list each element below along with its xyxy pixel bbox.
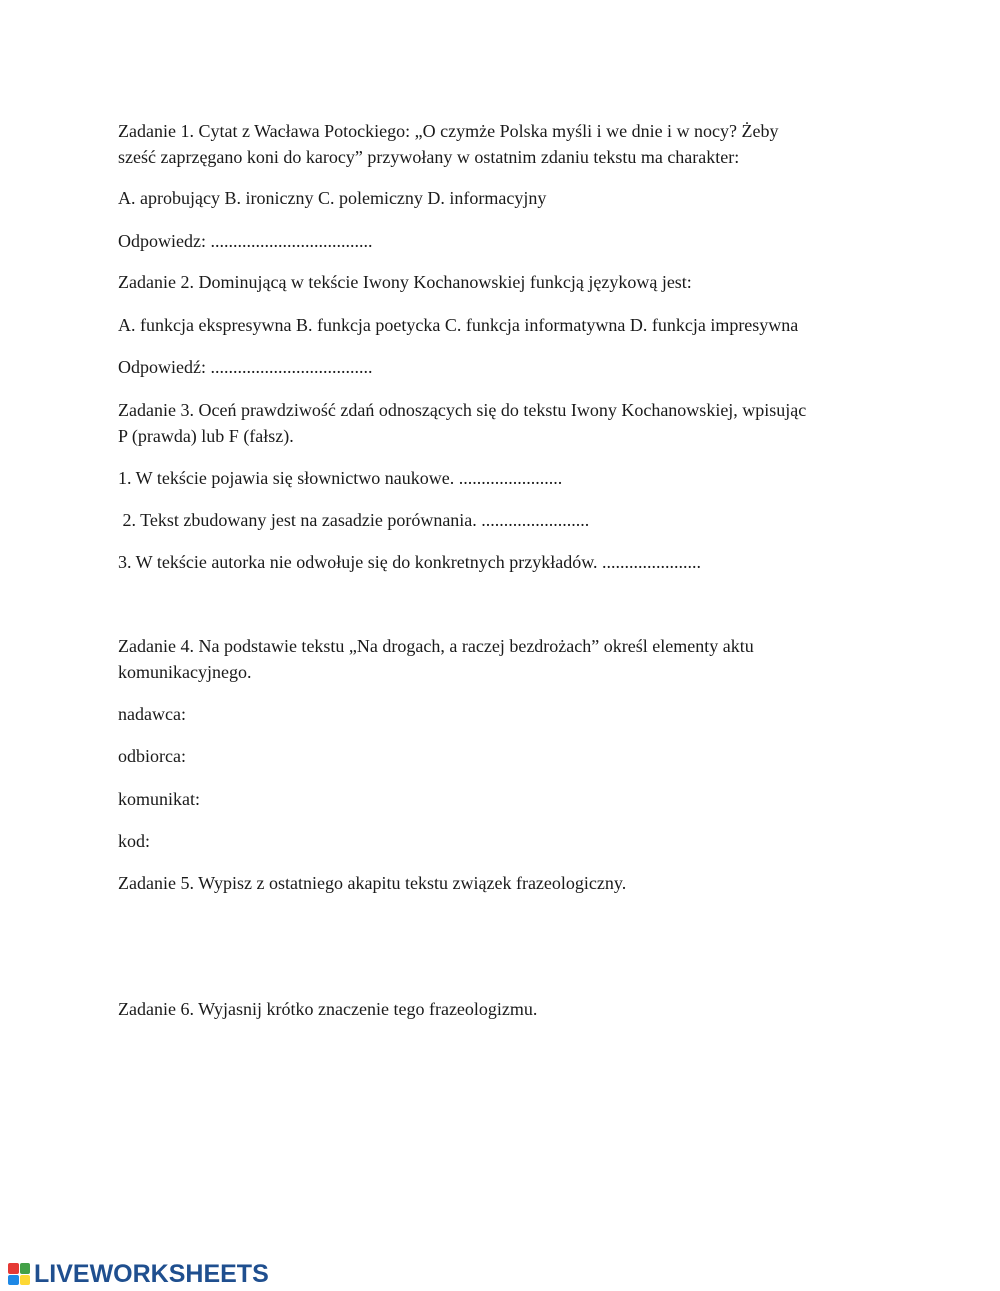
logo-cell-red [8,1263,19,1274]
task1-question-line1: Zadanie 1. Cytat z Wacława Potockiego: „O czymże Polska myśli i we dnie i w nocy? Żeby [118,121,779,141]
task3-question-line2: P (prawda) lub F (fałsz). [118,426,294,446]
logo-cell-blue [8,1275,19,1286]
logo-mark-icon [8,1263,30,1285]
task1-options: A. aprobujący B. ironiczny C. polemiczny D. informacyjny [118,188,547,208]
task4-question-line1: Zadanie 4. Na podstawie tekstu „Na drogach, a raczej bezdrożach” określ elementy aktu [118,636,754,656]
task2-options: A. funkcja ekspresywna B. funkcja poetycka C. funkcja informatywna D. funkcja impresywna [118,315,799,335]
task5-question: Zadanie 5. Wypisz z ostatniego akapitu tekstu związek frazeologiczny. [118,873,627,893]
task1-question-line2: sześć zaprzęgano koni do karocy” przywołany w ostatnim zdaniu tekstu ma charakter: [118,147,740,167]
task6-question: Zadanie 6. Wyjasnij krótko znaczenie tego frazeologizmu. [118,999,538,1019]
logo-cell-yellow [20,1275,31,1286]
task3-item2-field[interactable]: 2. Tekst zbudowany jest na zasadzie porównania. ........................ [118,510,590,530]
task4-komunikat-field[interactable]: komunikat: [118,789,200,809]
task4-question-line2: komunikacyjnego. [118,662,252,682]
task4-kod-field[interactable]: kod: [118,831,151,851]
logo-cell-green [20,1263,31,1274]
task3-question-line1: Zadanie 3. Oceń prawdziwość zdań odnoszących się do tekstu Iwony Kochanowskiej, wpisując [118,400,807,420]
task1-answer-field[interactable]: Odpowiedz: .................................... [118,231,373,251]
task3-item3-field[interactable]: 3. W tekście autorka nie odwołuje się do konkretnych przykładów. ...................... [118,552,702,572]
logo-text: LIVEWORKSHEETS [34,1260,269,1288]
task2-answer-field[interactable]: Odpowiedź: .................................... [118,357,373,377]
liveworksheets-logo [8,1259,269,1289]
task2-question: Zadanie 2. Dominującą w tekście Iwony Kochanowskiej funkcją językową jest: [118,272,692,292]
task3-item1-field[interactable]: 1. W tekście pojawia się słownictwo naukowe. ....................... [118,468,563,488]
task4-nadawca-field[interactable]: nadawca: [118,704,186,724]
task4-odbiorca-field[interactable]: odbiorca: [118,746,186,766]
